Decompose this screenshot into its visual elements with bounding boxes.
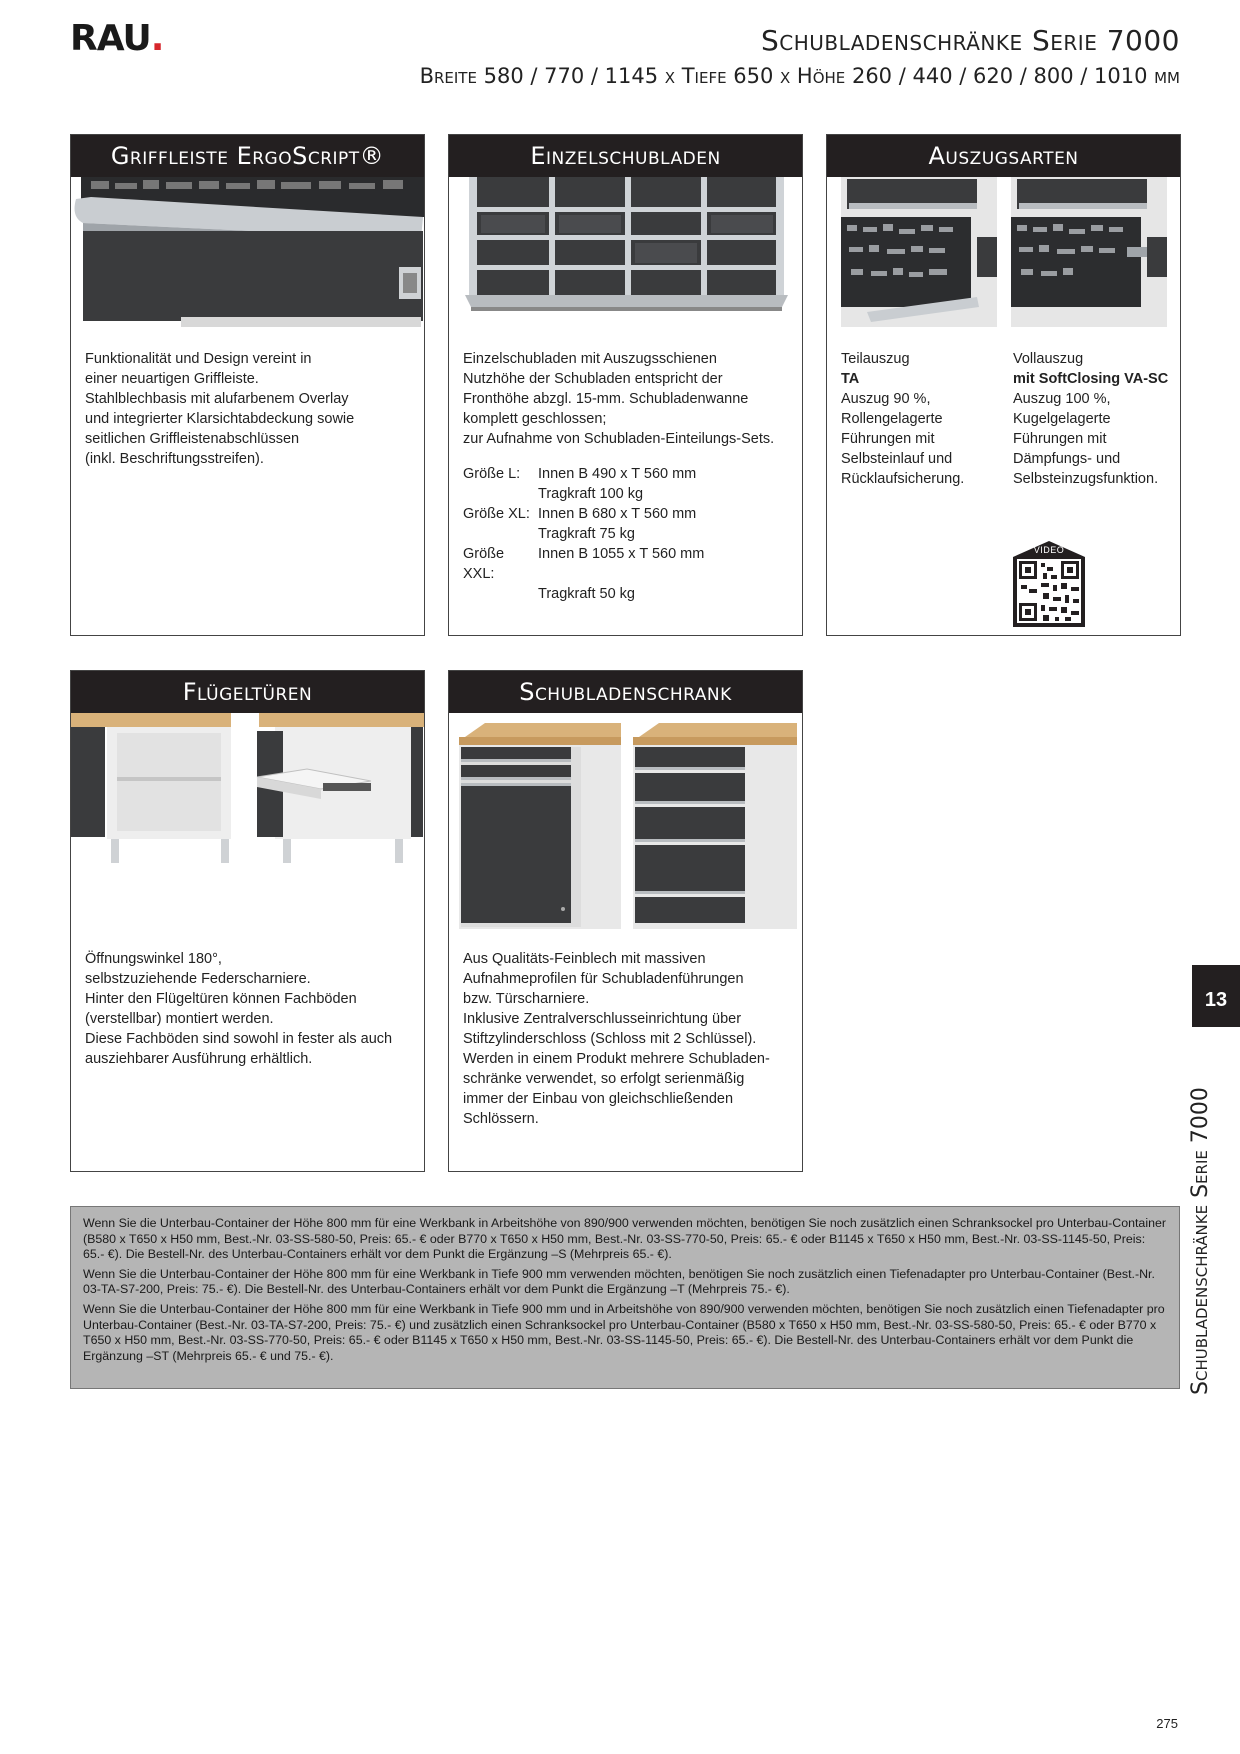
- page-number: 275: [1156, 1716, 1178, 1731]
- image-schubladenschrank: [449, 713, 802, 937]
- spec-row: Tragkraft 100 kg: [538, 486, 644, 502]
- image-einzelschubladen: [449, 177, 802, 327]
- teilauszug-text: Teilauszug TA Auszug 90 %, Rollengelagerte Führungen mit Selbsteinlauf und Rücklaufsicherung.: [841, 351, 965, 487]
- page-subtitle: Breite 580 / 770 / 1145 x Tiefe 650 x Höhe 260 / 440 / 620 / 800 / 1010 mm: [419, 64, 1180, 88]
- spec-row: Tragkraft 75 kg: [538, 526, 635, 542]
- card-title: Flügeltüren: [71, 671, 424, 713]
- image-fluegeltueren: [71, 713, 424, 863]
- card-einzelschubladen: [448, 134, 803, 636]
- card-title: Auszugsarten: [827, 135, 1180, 177]
- note-paragraph: Wenn Sie die Unterbau-Container der Höhe 800 mm für eine Werkbank in Tiefe 900 mm und in Arbeitshöhe von 890/900 verwenden möchten, benötigen Sie noch zusätzlich einen Tiefenadapter pro Unterbau-Container (Best.-Nr. 03-TA-S7-200, Preis: 75.- €) und zusätzlich einen Schranksockel pro Unterbau-Container (B580 x T650 x H50 mm, Best.-Nr. 03-SS-580-50, Preis: 65.- € oder B770 x T650 x H50 mm, Best.-Nr. 03-SS-770-50, Preis: 65.- € oder B1145 x T650 x H50 mm, Best.-Nr. 03-SS-1145-50, Preis: 65.- €). Die Bestell-Nr. des Unterbau-Containers erhält vor dem Punkt die Ergänzung –ST (Mehrpreis 65.- € und 75.- €).: [83, 1301, 1165, 1363]
- vollauszug-text: Vollauszug mit SoftClosing VA-SC Auszug 100 %, Kugelgelagerte Führungen mit Dämpfungs- und Selbsteinzugsfunktion.: [1013, 351, 1169, 487]
- card-schubladenschrank: [448, 670, 803, 1172]
- qr-code-icon[interactable]: [1013, 541, 1085, 627]
- image-auszugsarten: [827, 177, 1180, 327]
- notes-box: [70, 1206, 1180, 1389]
- chapter-side-label: Schubladenschränke Serie 7000: [1188, 1087, 1213, 1395]
- brand-logo: RAU.: [70, 18, 164, 59]
- card-griffleiste: [70, 134, 425, 636]
- spec-row: Größe XXL: Innen B 1055 x T 560 mm: [463, 546, 705, 582]
- spec-row: Größe L: Innen B 490 x T 560 mm: [463, 466, 697, 482]
- spec-row: Tragkraft 50 kg: [538, 586, 635, 602]
- card-title: Einzelschubladen: [449, 135, 802, 177]
- page-title: Schubladenschränke Serie 7000: [761, 24, 1180, 57]
- chapter-tab[interactable]: 13: [1192, 965, 1240, 1027]
- card-text: Aus Qualitäts-Feinblech mit massiven Aufnahmeprofilen für Schubladenführungen bzw. Türscharniere. Inklusive Zentralverschlusseinrichtung über Stiftzylinderschloss (Schloss mit 2 Schlüssel). Werden in einem Produkt mehrere Schubladen- schränke verwendet, so erfolgt serienmäßig immer der Einbau von gleichschließenden Schlössern.: [463, 951, 770, 1127]
- note-paragraph: Wenn Sie die Unterbau-Container der Höhe 800 mm für eine Werkbank in Arbeitshöhe von 890/900 verwenden möchten, benötigen Sie noch zusätzlich einen Schranksockel pro Unterbau-Container (B580 x T650 x H50 mm, Best.-Nr. 03-SS-580-50, Preis: 65.- € oder B770 x T650 x H50 mm, Best.-Nr. 03-SS-770-50, Preis: 65.- € oder B1145 x T650 x H50 mm, Best.-Nr. 03-SS-1145-50, Preis: 65.- €). Die Bestell-Nr. des Unterbau-Containers erhält vor dem Punkt die Ergänzung –S (Mehrpreis 65.- €).: [83, 1216, 1166, 1262]
- qr-label: VIDEO: [1033, 545, 1065, 555]
- card-fluegeltueren: [70, 670, 425, 1172]
- card-auszugsarten: [826, 134, 1181, 636]
- image-griffleiste: [71, 177, 424, 327]
- card-text: Funktionalität und Design vereint in einer neuartigen Griffleiste. Stahlblechbasis mit alufarbenem Overlay und integrierter Klarsichtabdeckung sowie seitlichen Griffleistenabschlüssen (inkl. Beschriftungsstreifen).: [85, 351, 355, 467]
- card-title: Schubladenschrank: [449, 671, 802, 713]
- spec-row: Größe XL: Innen B 680 x T 560 mm: [463, 506, 697, 522]
- card-text: Öffnungswinkel 180°, selbstzuziehende Federscharniere. Hinter den Flügeltüren können Fachböden (verstellbar) montiert werden. Diese Fachböden sind sowohl in fester als auch ausziehbarer Ausführung erhältlich.: [85, 951, 393, 1067]
- note-paragraph: Wenn Sie die Unterbau-Container der Höhe 800 mm für eine Werkbank in Tiefe 900 mm verwenden möchten, benötigen Sie noch zusätzlich einen Tiefenadapter pro Unterbau-Container (Best.-Nr. 03-TA-S7-200, Preis: 75.- €). Die Bestell-Nr. des Unterbau-Containers erhält vor dem Punkt die Ergänzung –T (Mehrpreis 75.- €).: [83, 1266, 1155, 1297]
- card-text: Einzelschubladen mit Auszugsschienen Nutzhöhe der Schubladen entspricht der Fronthöhe abzgl. 15-mm. Schubladenwanne komplett geschlossen; zur Aufnahme von Schubladen-Einteilungs-Sets. Größe L: Innen B 490 x T 560 mm Tragkraft 100 kg Größe XL: Innen B 680 x T 560 mm Tragkraft 75 kg Größe XXL: Innen B 1055 x T 560 mm Tragkraft 50 kg: [463, 349, 794, 604]
- card-title: Griffleiste ErgoScript®: [71, 135, 424, 177]
